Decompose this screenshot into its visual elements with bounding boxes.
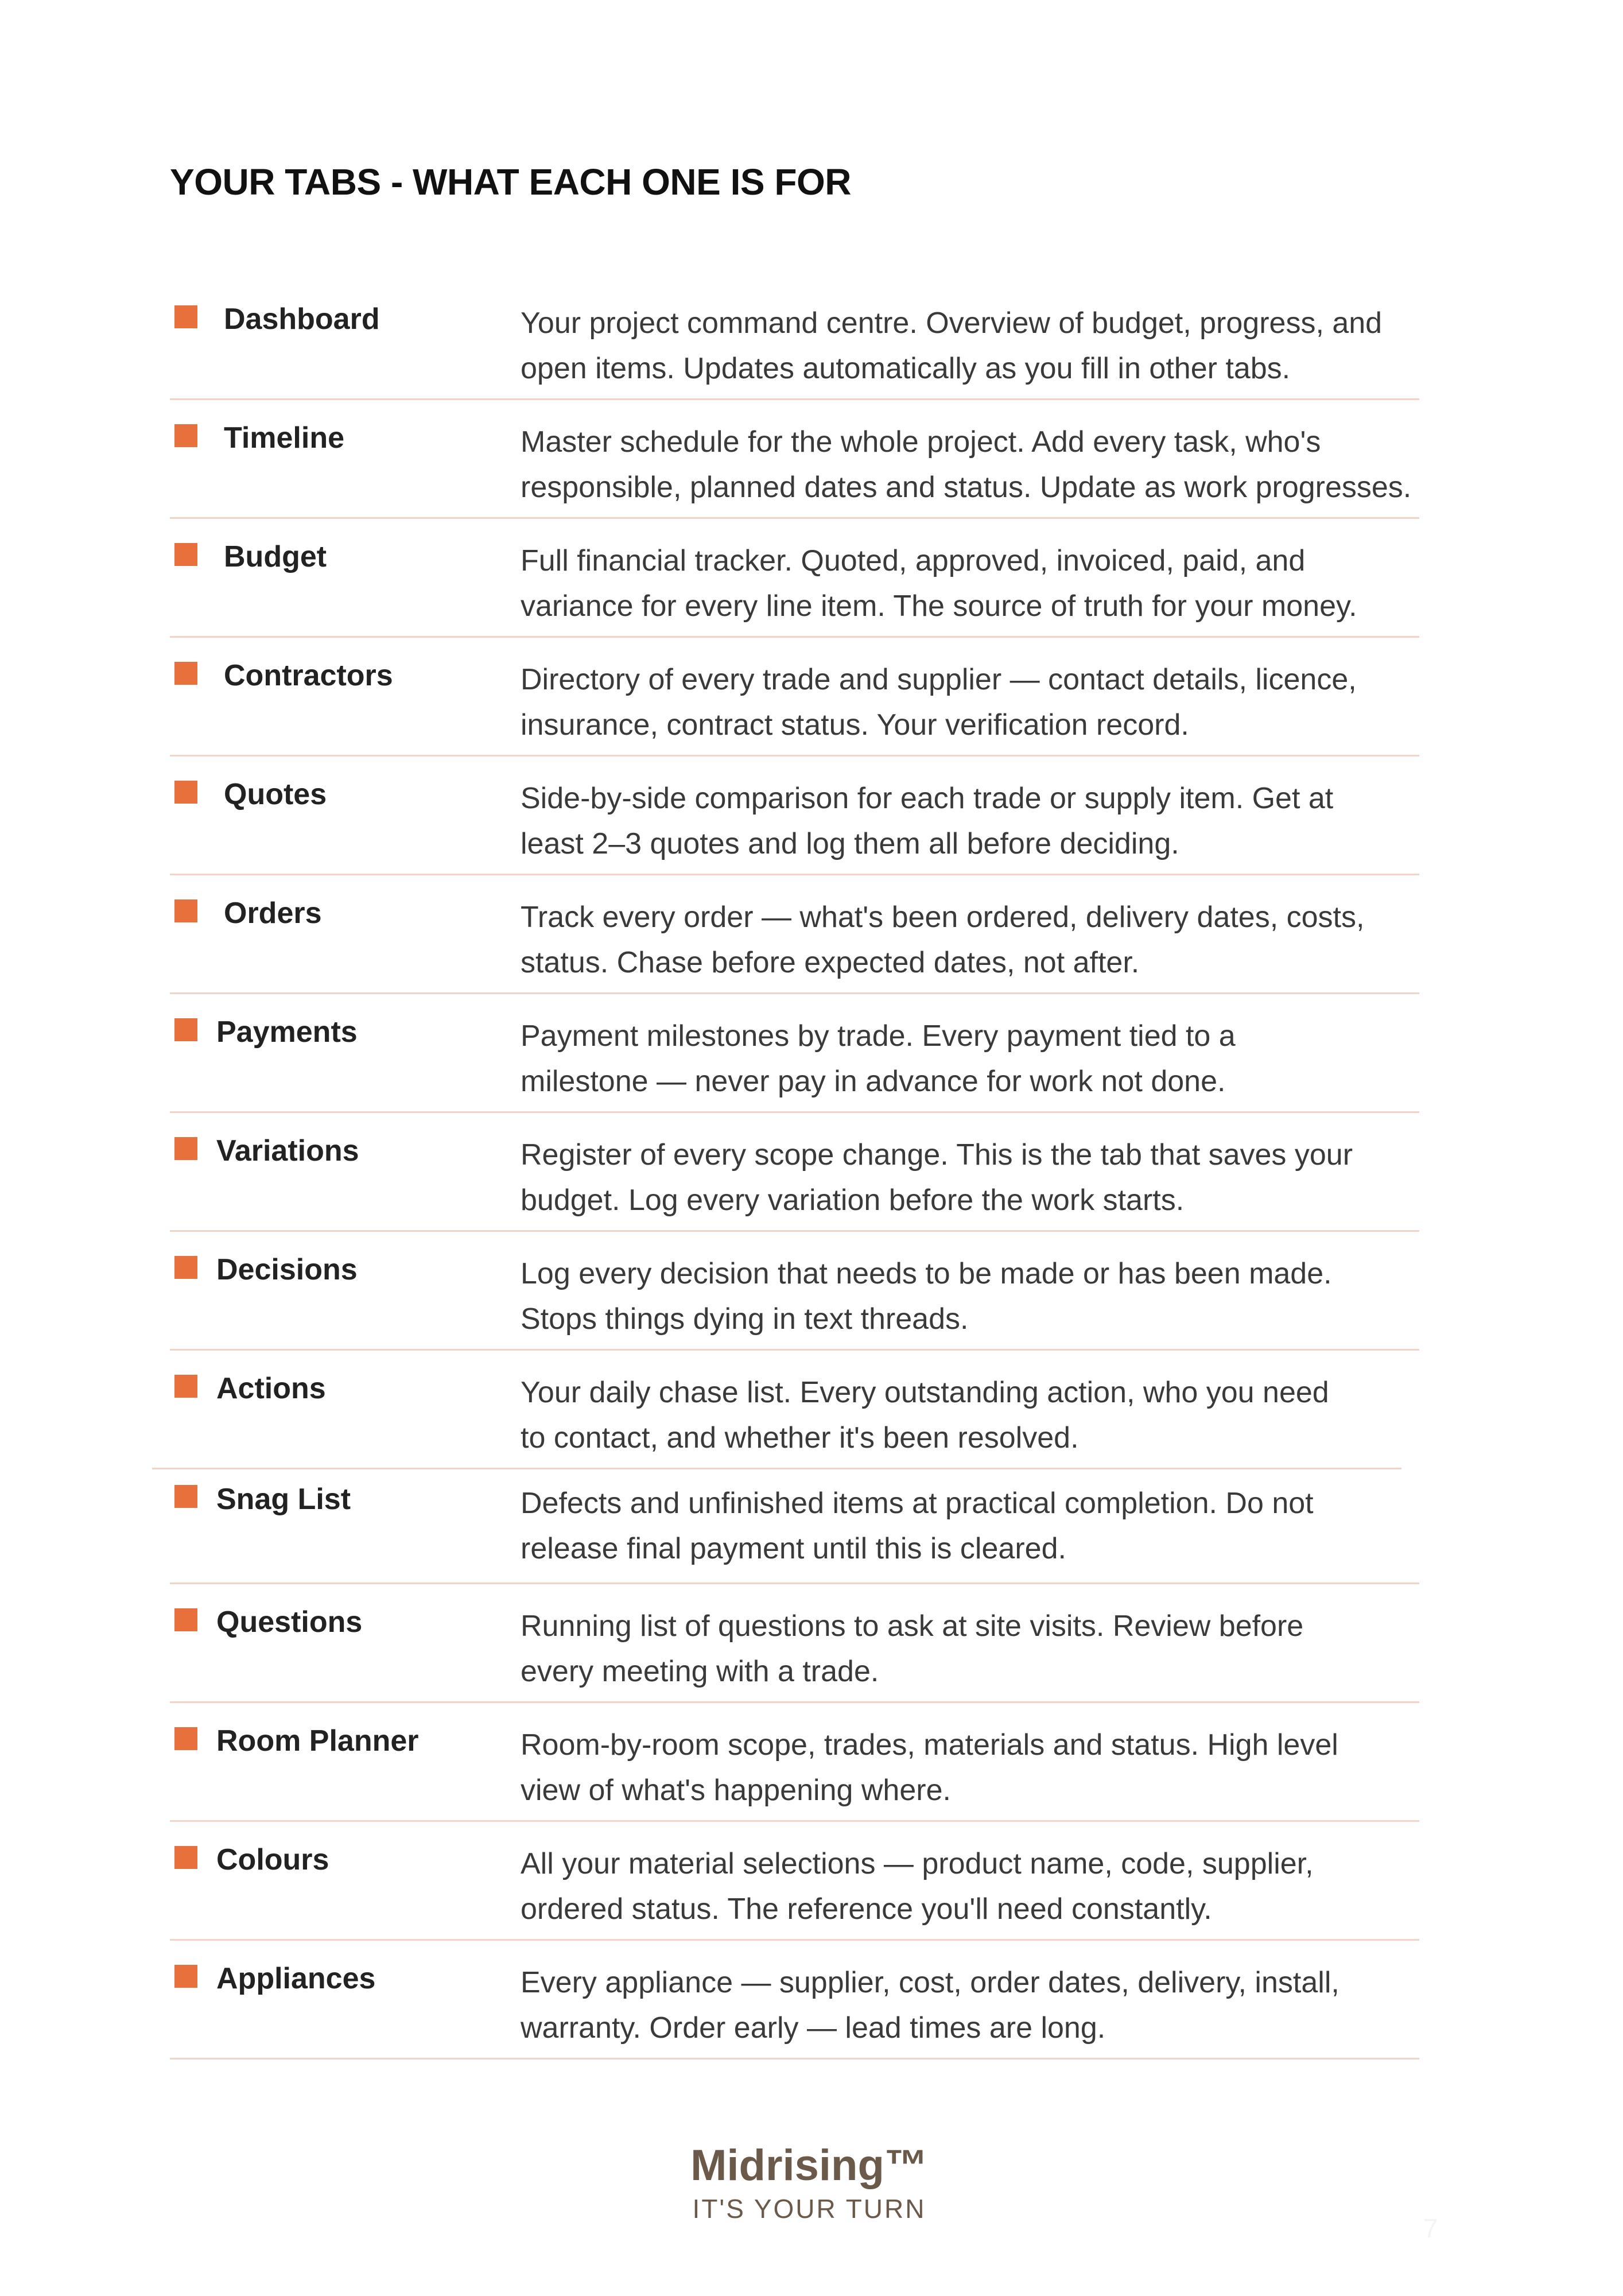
tab-list <box>170 281 1419 2060</box>
bullet-square-icon <box>174 1018 197 1041</box>
bullet-square-icon <box>174 1608 197 1631</box>
tab-name: Orders <box>224 897 322 930</box>
tab-description: Master schedule for the whole project. Add every task, who's responsible, planned dates and status. Update as work progresses. <box>521 425 1412 504</box>
tab-description: Running list of questions to ask at site visits. Review before every meeting with a trade. <box>521 1609 1304 1688</box>
bullet-square-icon <box>174 424 197 447</box>
tab-description: Every appliance — supplier, cost, order dates, delivery, install, warranty. Order early — lead times are long. <box>521 1966 1339 2045</box>
tab-description: Side-by-side comparison for each trade or supply item. Get at least 2–3 quotes and log them all before deciding. <box>521 782 1334 860</box>
tab-description: Log every decision that needs to be made or has been made. Stops things dying in text threads. <box>521 1257 1332 1336</box>
tab-description: Track every order — what's been ordered, delivery dates, costs, status. Chase before expected dates, not after. <box>521 901 1365 979</box>
tab-name: Room Planner <box>216 1724 419 1758</box>
brand-logo <box>0 2141 1623 2224</box>
tab-row-payments <box>170 994 1419 1113</box>
tab-name: Quotes <box>224 778 327 811</box>
tab-name: Snag List <box>216 1483 351 1516</box>
tab-name: Variations <box>216 1134 359 1168</box>
tab-name: Contractors <box>224 659 393 692</box>
brand-tagline: IT'S YOUR TURN <box>692 2194 926 2224</box>
tab-row-decisions <box>170 1232 1419 1351</box>
tab-name: Decisions <box>216 1253 358 1286</box>
bullet-square-icon <box>174 1256 197 1279</box>
bullet-square-icon <box>174 1965 197 1988</box>
tab-name: Questions <box>216 1605 363 1639</box>
tab-row-colours <box>170 1822 1419 1941</box>
tab-row-dashboard <box>170 281 1419 400</box>
tab-row-room-planner <box>170 1703 1419 1822</box>
bullet-square-icon <box>174 899 197 922</box>
tab-name: Colours <box>216 1843 329 1876</box>
bullet-square-icon <box>174 1846 197 1869</box>
tab-row-appliances <box>170 1941 1419 2060</box>
bullet-square-icon <box>174 543 197 566</box>
tab-row-budget <box>170 519 1419 638</box>
tab-row-variations <box>170 1113 1419 1232</box>
bullet-square-icon <box>174 1375 197 1398</box>
tab-description: Your daily chase list. Every outstanding action, who you need to contact, and whether it's been resolved. <box>521 1376 1329 1455</box>
tab-description: Payment milestones by trade. Every payment tied to a milestone — never pay in advance for work not done. <box>521 1019 1236 1098</box>
tab-row-orders <box>170 875 1419 994</box>
page-number: 7 <box>1423 2213 1438 2243</box>
bullet-square-icon <box>174 1137 197 1160</box>
page-title: YOUR TABS - WHAT EACH ONE IS FOR <box>170 161 851 203</box>
tab-name: Appliances <box>216 1962 376 1995</box>
tab-row-timeline <box>170 400 1419 519</box>
tab-description: Your project command centre. Overview of budget, progress, and open items. Updates automatically as you fill in other tabs. <box>521 307 1383 385</box>
tab-name: Timeline <box>224 421 345 455</box>
tab-description: All your material selections — product name, code, supplier, ordered status. The reference you'll need constantly. <box>521 1847 1314 1926</box>
bullet-square-icon <box>174 662 197 685</box>
tab-name: Budget <box>224 540 327 573</box>
tab-name: Actions <box>216 1372 326 1405</box>
tab-description: Directory of every trade and supplier — contact details, licence, insurance, contract status. Your verification record. <box>521 663 1357 742</box>
bullet-square-icon <box>174 1485 197 1508</box>
tab-row-actions <box>170 1351 1419 1469</box>
tab-name: Payments <box>216 1015 358 1049</box>
tab-name: Dashboard <box>224 302 380 336</box>
bullet-square-icon <box>174 781 197 804</box>
bullet-square-icon <box>174 1727 197 1750</box>
tab-row-questions <box>170 1584 1419 1703</box>
tab-description: Defects and unfinished items at practical completion. Do not release final payment until this is cleared. <box>521 1487 1314 1565</box>
tab-description: Room-by-room scope, trades, materials and status. High level view of what's happening where. <box>521 1728 1338 1807</box>
tab-description: Register of every scope change. This is the tab that saves your budget. Log every variation before the work starts. <box>521 1138 1353 1217</box>
tab-row-snag-list <box>170 1469 1419 1584</box>
tab-row-quotes <box>170 757 1419 875</box>
brand-name: Midrising™ <box>690 2141 928 2190</box>
bullet-square-icon <box>174 305 197 328</box>
tab-description: Full financial tracker. Quoted, approved, invoiced, paid, and variance for every line item. The source of truth for your money. <box>521 544 1357 623</box>
tab-row-contractors <box>170 638 1419 757</box>
